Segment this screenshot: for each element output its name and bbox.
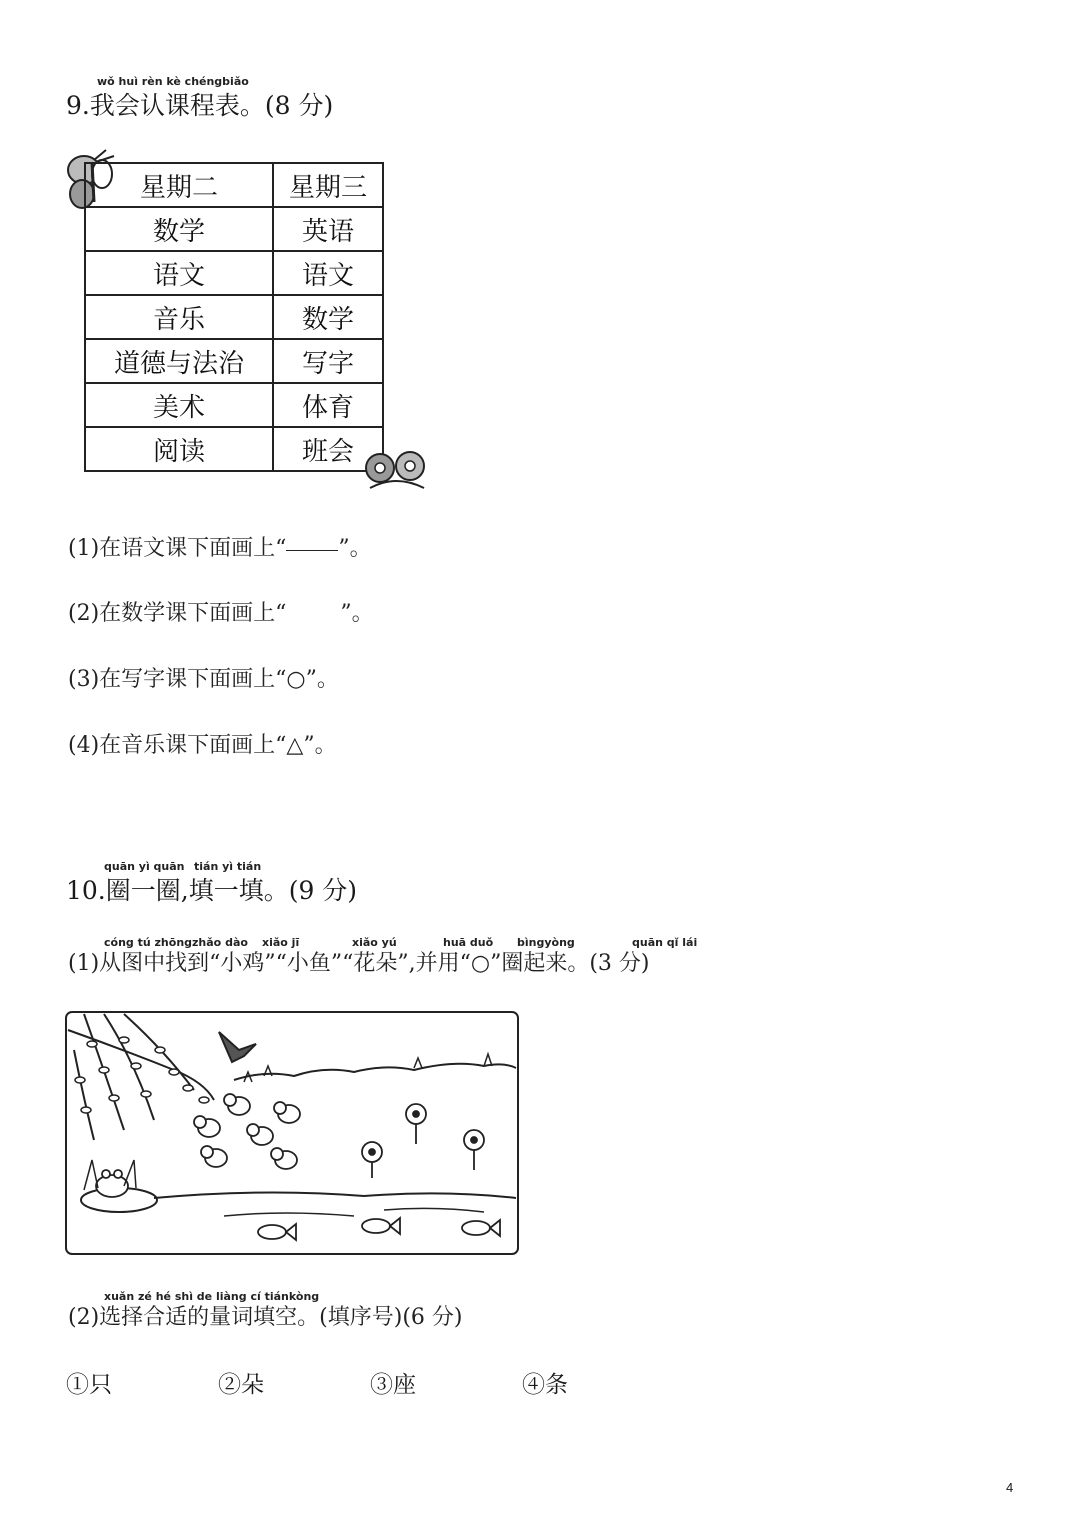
underline-mark [286,549,338,551]
table-cell: 写字 [273,339,383,383]
flower-decoration-icon [362,444,432,494]
table-cell: 数学 [85,207,273,251]
q10-sub1-pinyin: bìngyòng [517,936,575,949]
header-wednesday: 星期三 [273,163,383,207]
q9-sub4: (4)在音乐课下面画上“△”。 [68,733,337,758]
q10-pinyin-1: quān yì quān [104,860,185,873]
q10-sub1-pinyin: xiǎo jī [262,936,300,949]
q9-sub1-text-after: ”。 [338,536,372,561]
table-cell: 体育 [273,383,383,427]
q10-pinyin-2: tián yì tián [194,860,262,873]
table-row [85,339,383,383]
table-cell: 语文 [85,251,273,295]
q10-sub1-pinyin: cóng tú zhōngzhǎo dào [104,936,248,949]
q9-sub2 [68,596,374,627]
table-row [85,427,383,471]
q10-sub2: (2)选择合适的量词填空。(填序号)(6 分) [68,1305,463,1330]
q9-title: 9.我会认课程表。(8 分) [66,91,334,120]
table-row [85,295,383,339]
q10-sub2-pinyin: xuǎn zé hé shì de liàng cí tiánkòng [104,1290,320,1303]
page-number: 4 [1006,1480,1014,1495]
table-cell: 音乐 [85,295,273,339]
q10-sub1: (1)从图中找到“小鸡”“小鱼”“花朵”,并用“○”圈起来。(3 分) [68,951,650,976]
table-cell: 数学 [273,295,383,339]
q9-sub1-text-before: (1)在语文课下面画上“ [68,536,287,561]
q10-title: 10.圈一圈,填一填。(9 分) [66,876,358,905]
schedule-table [84,162,384,472]
option-3: ③座 [370,1372,416,1398]
q9-sub2-text-before: (2)在数学课下面画上“ [68,601,287,626]
option-4: ④条 [522,1372,568,1398]
pond-scene-illustration [64,1010,520,1256]
q9-sub1 [68,531,372,562]
table-cell: 道德与法治 [85,339,273,383]
q10-sub1-pinyin: huā duǒ [443,936,494,949]
header-tuesday: 星期二 [85,163,273,207]
option-1: ①只 [66,1372,112,1398]
q9-pinyin: wǒ huì rèn kè chéngbiǎo [97,75,249,88]
table-row [85,383,383,427]
table-cell: 英语 [273,207,383,251]
table-header-row [85,163,383,207]
q9-sub3: (3)在写字课下面画上“○”。 [68,667,339,692]
q10-sub1-pinyin: xiǎo yú [352,936,397,949]
table-row [85,207,383,251]
q9-sub2-text-after: ”。 [340,601,374,626]
table-cell: 美术 [85,383,273,427]
option-2: ②朵 [218,1372,264,1398]
table-cell: 班会 [273,427,383,471]
table-row [85,251,383,295]
table-cell: 阅读 [85,427,273,471]
q10-sub1-pinyin: quān qǐ lái [632,936,698,949]
table-cell: 语文 [273,251,383,295]
